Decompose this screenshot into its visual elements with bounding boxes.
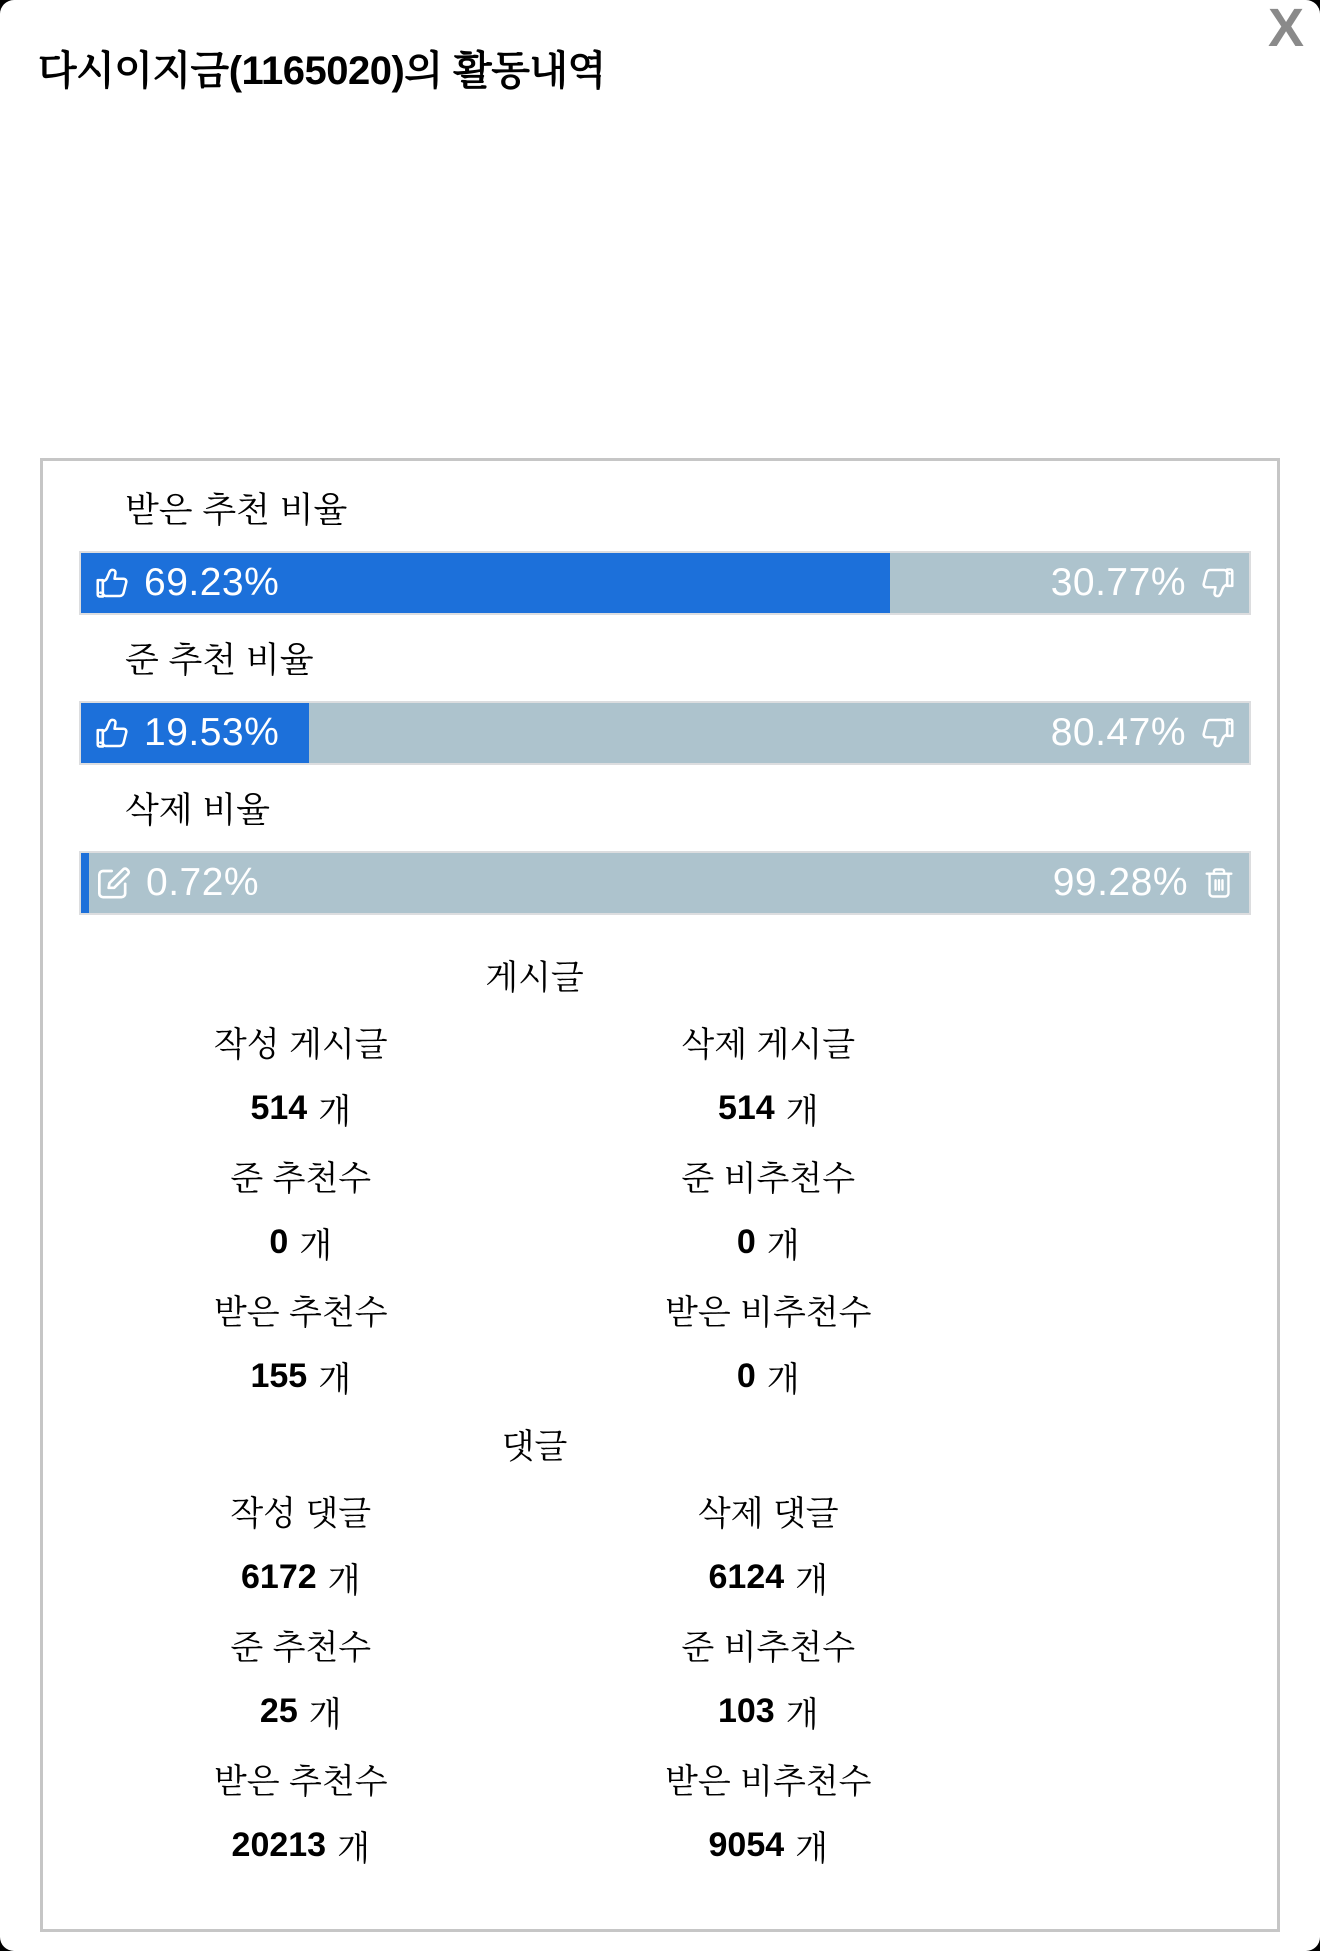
thumbs-down-icon xyxy=(1199,714,1237,752)
activity-stats xyxy=(67,941,1002,1879)
left-percent-label: 69.23% xyxy=(144,561,280,604)
stat-label: 삭제 댓글 xyxy=(697,1495,839,1533)
left-percent-label: 19.53% xyxy=(144,711,280,754)
stat-label: 받은 비추천수 xyxy=(664,1763,872,1801)
ratio-bars xyxy=(67,491,1253,915)
stat-value: 0 개 xyxy=(736,1223,800,1265)
stat-label: 작성 댓글 xyxy=(230,1495,372,1533)
stat-value: 514 개 xyxy=(250,1089,352,1131)
stat-label-row xyxy=(67,1008,1002,1075)
stat-label-row xyxy=(67,1745,1002,1812)
stat-label: 삭제 게시글 xyxy=(681,1026,856,1064)
ratio-bar xyxy=(79,551,1251,615)
stat-value-row xyxy=(67,1209,1002,1276)
stat-value-row xyxy=(67,1544,1002,1611)
bar-left-overlay xyxy=(93,853,259,913)
stat-label: 받은 추천수 xyxy=(213,1763,388,1801)
stat-label: 받은 추천수 xyxy=(213,1294,388,1332)
right-percent-label: 99.28% xyxy=(1052,861,1188,904)
bar-label: 준 추천 비율 xyxy=(125,641,314,680)
stat-value: 103 개 xyxy=(717,1692,819,1734)
ratio-bar xyxy=(79,701,1251,765)
bar-left-overlay xyxy=(93,703,279,763)
page-title: 다시이지금(1165020)의 활동내역 xyxy=(38,49,606,93)
right-percent-label: 80.47% xyxy=(1050,711,1186,754)
bar-label: 삭제 비율 xyxy=(125,791,270,830)
bar-right-overlay xyxy=(1051,553,1237,613)
stat-value-row xyxy=(67,1812,1002,1879)
stat-label: 준 추천수 xyxy=(230,1629,372,1667)
stat-label-row xyxy=(67,1142,1002,1209)
stat-label-row xyxy=(67,1276,1002,1343)
thumbs-up-icon xyxy=(93,564,131,602)
stat-label: 작성 게시글 xyxy=(213,1026,388,1064)
stat-label: 받은 비추천수 xyxy=(664,1294,872,1332)
ratio-bar-group xyxy=(67,791,1253,915)
edit-icon xyxy=(93,863,133,903)
stat-label-row xyxy=(67,1611,1002,1678)
bar-right-overlay xyxy=(1051,703,1237,763)
thumbs-up-icon xyxy=(93,714,131,752)
stat-label: 준 비추천수 xyxy=(681,1629,856,1667)
left-percent-label: 0.72% xyxy=(146,861,260,904)
bar-label: 받은 추천 비율 xyxy=(125,491,348,530)
section-title: 게시글 xyxy=(485,959,584,997)
bar-fill xyxy=(81,853,89,913)
stat-value-row xyxy=(67,1075,1002,1142)
ratio-bar xyxy=(79,851,1251,915)
stat-value-row xyxy=(67,1678,1002,1745)
stat-value: 514 개 xyxy=(717,1089,819,1131)
section-title: 댓글 xyxy=(501,1428,568,1466)
stat-value: 6124 개 xyxy=(708,1558,828,1600)
stat-value-row xyxy=(67,1343,1002,1410)
thumbs-down-icon xyxy=(1199,564,1237,602)
stat-value: 25 개 xyxy=(259,1692,342,1734)
activity-panel xyxy=(40,458,1280,1932)
ratio-bar-group xyxy=(67,491,1253,615)
stat-value: 6172 개 xyxy=(241,1558,361,1600)
close-button[interactable]: X xyxy=(1268,0,1304,61)
stat-label: 준 추천수 xyxy=(230,1160,372,1198)
stat-label: 준 비추천수 xyxy=(681,1160,856,1198)
bar-left-overlay xyxy=(93,553,279,613)
right-percent-label: 30.77% xyxy=(1050,561,1186,604)
bar-right-overlay xyxy=(1053,853,1237,913)
stat-value: 155 개 xyxy=(250,1357,352,1399)
ratio-bar-group xyxy=(67,641,1253,765)
stat-label-row xyxy=(67,1477,1002,1544)
stat-value: 0 개 xyxy=(736,1357,800,1399)
trash-icon xyxy=(1201,865,1237,901)
stat-value: 0 개 xyxy=(269,1223,333,1265)
stat-value: 20213 개 xyxy=(231,1826,370,1868)
stat-value: 9054 개 xyxy=(708,1826,828,1868)
